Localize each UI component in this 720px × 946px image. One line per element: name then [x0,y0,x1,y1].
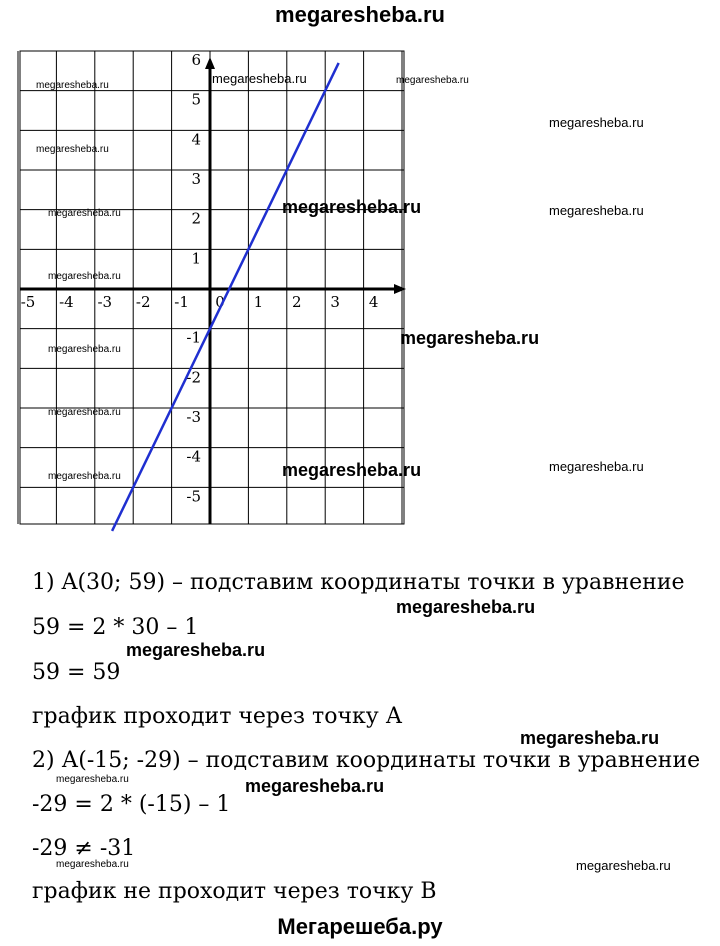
solution-line-8: график не проходит через точку В [32,879,437,904]
y-tick-label: -3 [186,408,201,426]
y-tick-label: 5 [191,90,201,109]
watermark: megaresheba.ru [396,75,469,86]
y-tick-label: 6 [191,51,201,69]
x-tick-label: -3 [97,293,113,311]
watermark: megaresheba.ru [48,471,121,482]
watermark: megaresheba.ru [396,597,536,617]
watermark: megaresheba.ru [549,115,644,130]
watermark: megaresheba.ru [36,144,109,155]
solution-line-3: 59 = 59 [32,660,121,685]
watermark: megaresheba.ru [56,859,129,870]
watermark: megaresheba.ru [56,774,129,785]
solution-line-1: 1) A(30; 59) – подставим координаты точки в уравнение [32,570,685,595]
y-tick-label: -1 [186,328,201,347]
y-axis-arrow [205,57,215,69]
x-tick-label: 0 [215,293,225,311]
solution-line-6: -29 = 2 * (-15) – 1 [32,792,231,817]
watermark: megaresheba.ru [400,328,540,348]
watermark: megaresheba.ru [549,203,644,218]
site-header: megaresheba.ru [275,2,445,27]
x-tick-label: -4 [59,293,74,311]
x-tick-label: -5 [20,293,36,311]
y-tick-label: -2 [186,368,201,387]
solution-line-7: -29 ≠ -31 [32,836,136,861]
site-footer: Мегарешеба.ру [277,914,443,939]
x-tick-label: 4 [368,293,379,311]
x-tick-label: -1 [174,293,189,311]
watermark: megaresheba.ru [48,407,121,418]
y-tick-label: -5 [186,487,201,506]
watermark: megaresheba.ru [549,459,644,474]
watermark: megaresheba.ru [282,460,422,480]
solution-line-2: 59 = 2 * 30 – 1 [32,615,199,640]
watermark: megaresheba.ru [520,728,660,748]
watermark: megaresheba.ru [48,271,121,282]
watermark: megaresheba.ru [212,71,307,86]
watermark: megaresheba.ru [576,858,671,873]
x-tick-label: 3 [330,293,340,311]
solution-line-4: график проходит через точку А [32,704,403,729]
watermark: megaresheba.ru [48,208,121,219]
x-tick-label: -2 [135,293,151,311]
y-tick-label: 1 [191,249,201,268]
watermark: megaresheba.ru [282,197,422,217]
y-tick-label: -4 [186,447,201,466]
watermark: megaresheba.ru [245,776,385,796]
y-tick-label: 4 [191,130,201,149]
y-tick-label: 3 [191,170,201,188]
y-tick-label: 2 [191,209,201,228]
watermark: megaresheba.ru [36,80,109,91]
axes [20,57,406,524]
x-tick-label: 2 [292,293,302,311]
watermark: megaresheba.ru [126,640,266,660]
watermark: megaresheba.ru [48,344,121,355]
solution-line-5: 2) А(-15; -29) – подставим координаты точки в уравнение [32,748,701,773]
x-tick-label: 1 [253,293,264,311]
